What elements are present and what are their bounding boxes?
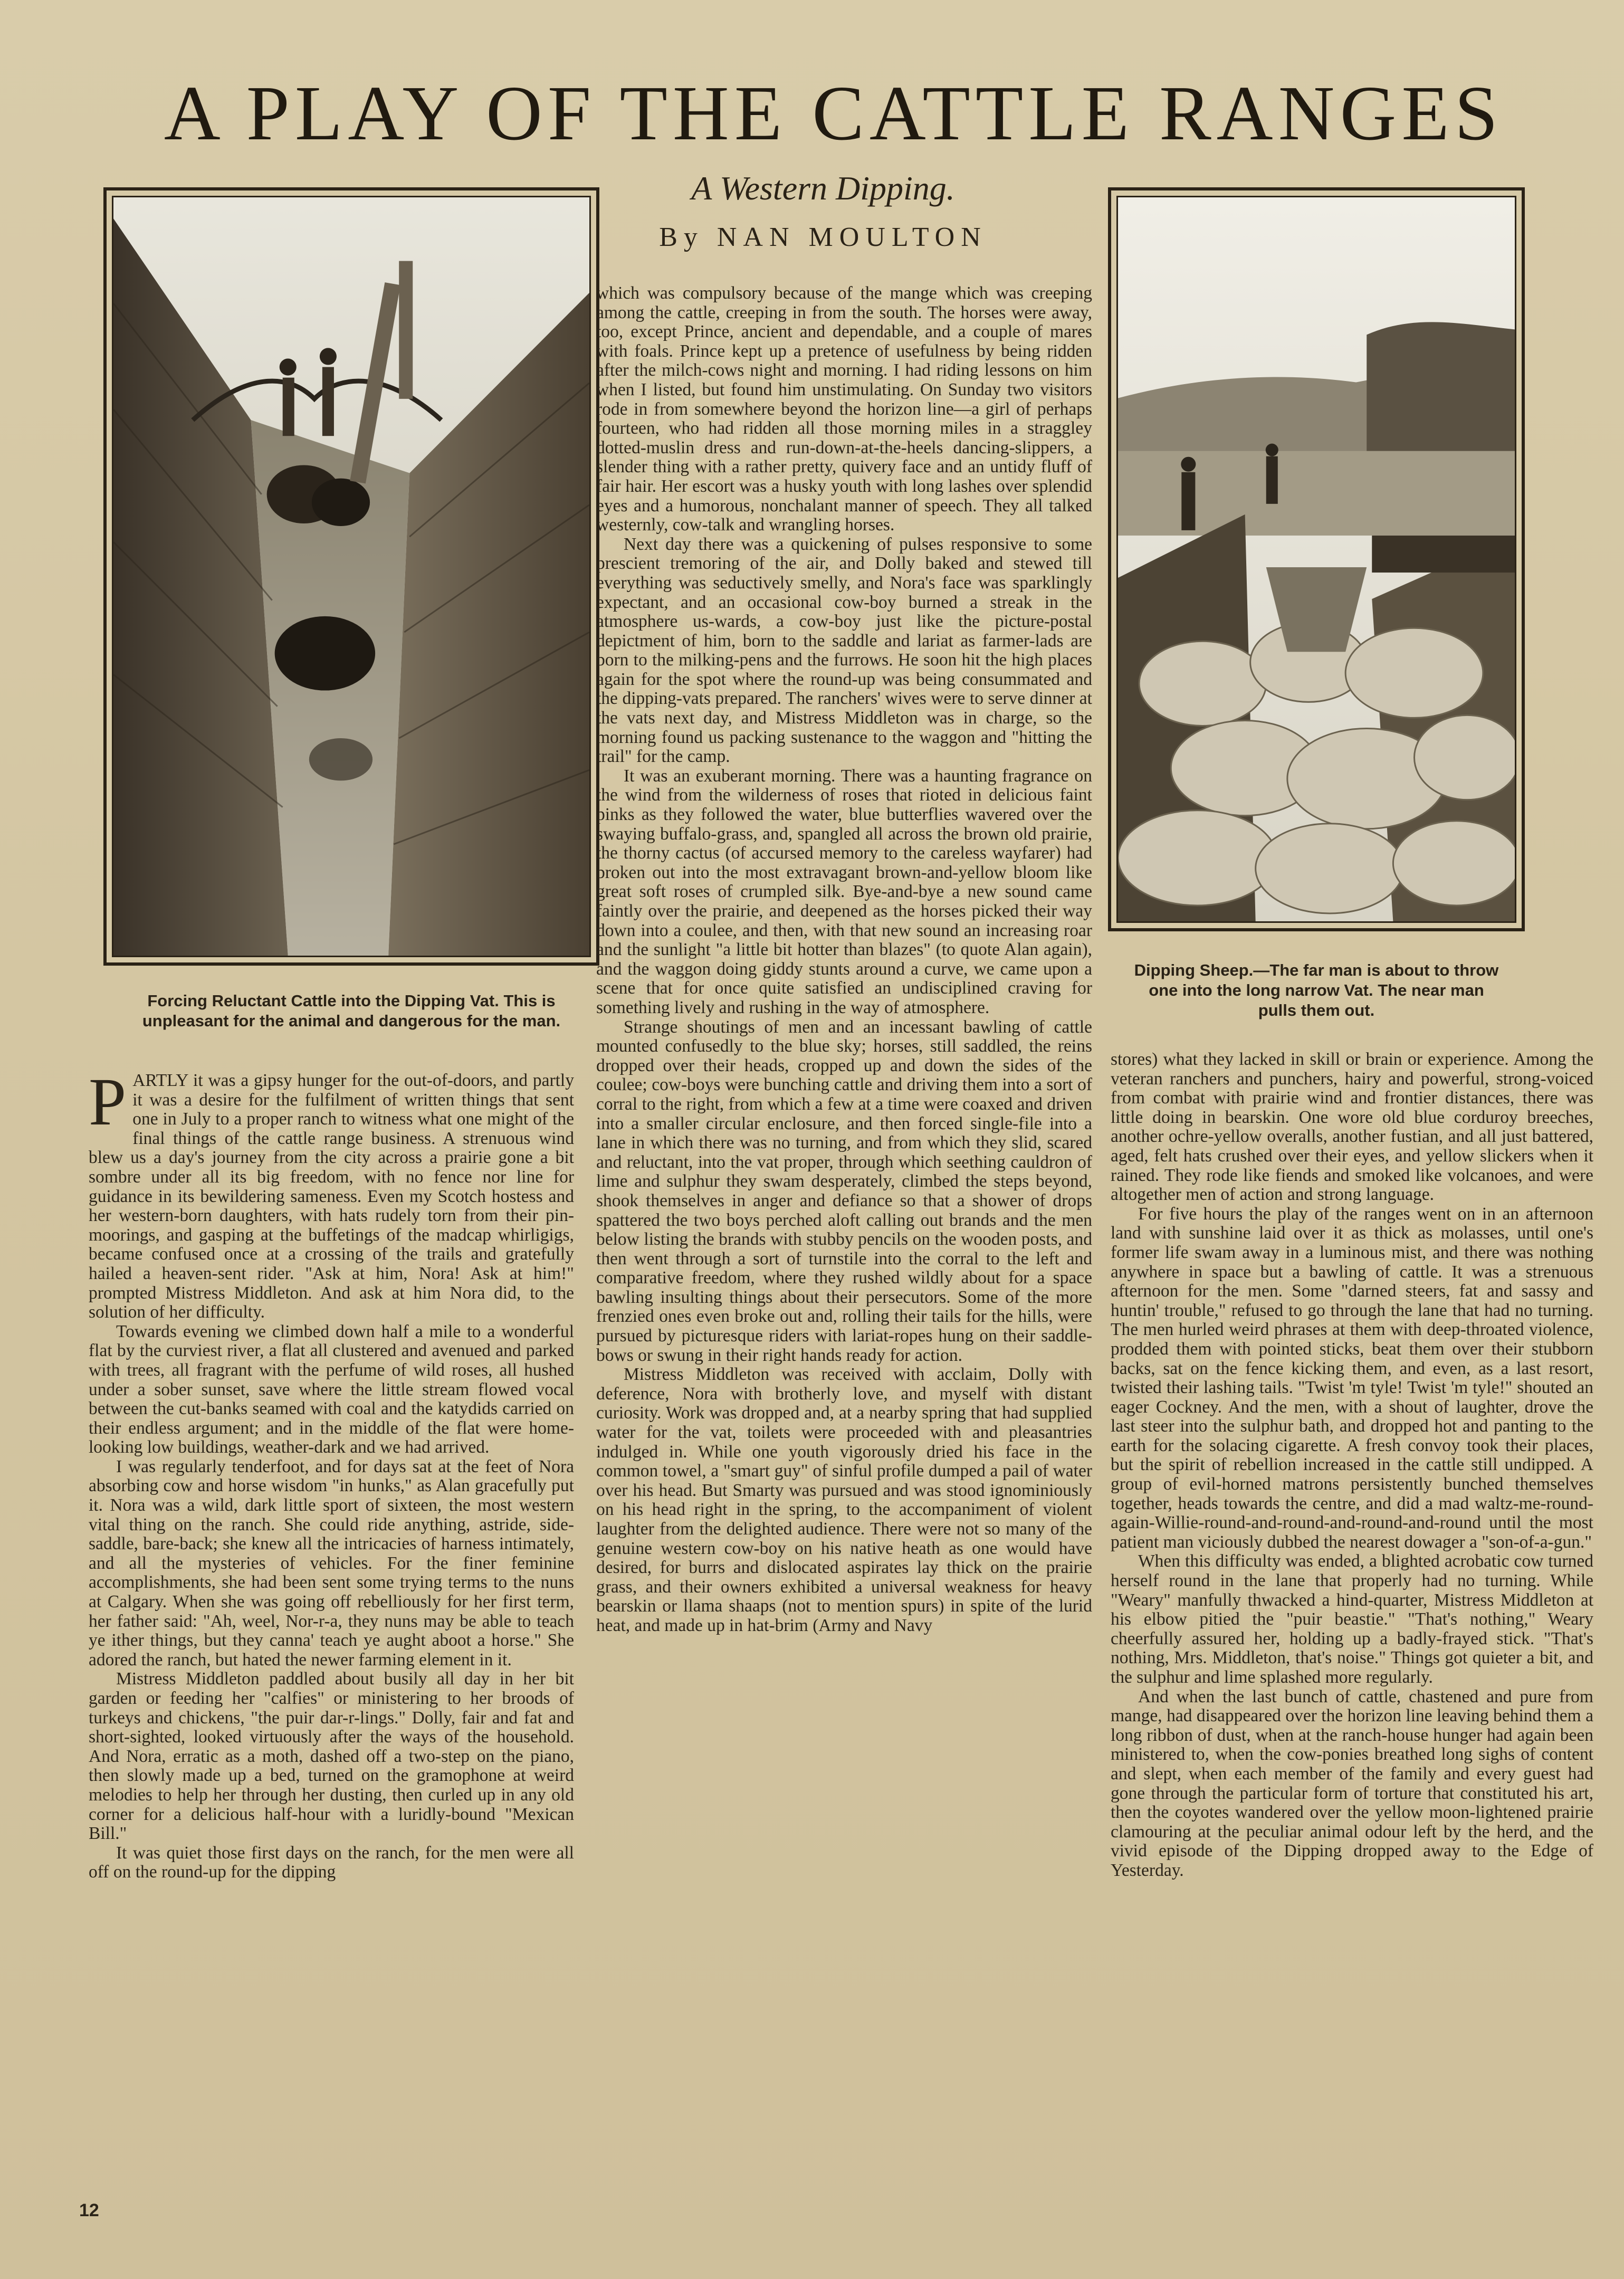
article-byline: By NAN MOULTON xyxy=(659,222,987,252)
photo-cattle-image xyxy=(112,196,591,957)
paragraph-left-2: Towards evening we climbed down half a mile to a wonderful flat by the curviest river, a flat all clustered and avenued and parked with trees, all fragrant with the perfume of wild roses, all hushed under a sober sunset, save where the little stream flowed vocal between the cut-banks seamed with coal and the katydids carried on their endless argument; and in the middle of the flat were home-looking low buildings, weather-dark and we had arrived. xyxy=(89,1321,574,1457)
article-subtitle: A Western Dipping. xyxy=(691,169,955,207)
article-title: A PLAY OF THE CATTLE RANGES xyxy=(164,70,1504,157)
paragraph-left-1 xyxy=(89,1064,574,1322)
page-number: 12 xyxy=(79,2200,99,2220)
caption-sheep-dipping: Dipping Sheep.—The far man is about to throw one into the long narrow Vat. The near man pulls them out. xyxy=(1134,961,1499,1019)
photo-sheep-dipping xyxy=(1108,187,1525,931)
paragraph-right-3: When this difficulty was ended, a blighted acrobatic cow turned herself round in the lane that properly had no turning. While "Weary" manfully thwacked a hind-quarter, Mistress Middleton at his elbow pitied the "puir beastie." "That's nothing," Weary cheerfully assured her, holding up a badly-frayed stick. "That's nothing, Mrs. Middleton, that's noise." Things got quieter a bit, and the sulphur and lime splashed more regularly. xyxy=(1111,1551,1593,1687)
drop-cap: P xyxy=(89,1064,127,1139)
paragraph-right-4: And when the last bunch of cattle, chastened and pure from mange, had disappeared over the horizon line leaving behind them a long ribbon of dust, when at the ranch-house hunger had again been ministered to, when the cow-ponies breathed long sighs of content and slept, when each member of the family and every guest had gone through the particular form of torture that constituted his art, then the coyotes wandered over the yellow moon-lightened prairie clamouring at the peculiar animal odour left by the herd, and the vivid episode of the Dipping dropped away to the Edge of Yesterday. xyxy=(1111,1686,1593,1880)
column-middle xyxy=(596,284,1092,1636)
column-right xyxy=(1111,1050,1593,1881)
photo-sheep-image xyxy=(1116,196,1516,923)
paragraph-left-3: I was regularly tenderfoot, and for days sat at the feet of Nora absorbing cow and horse wisdom "in hunks," as Alan gracefully put it. Nora was a wild, dark little sport of sixteen, the most western vital thing on the ranch. She could ride anything, astride, side-saddle, bare-back; she knew all the intricacies of harness intimately, and all the mysteries of vehicles. For the finer feminine accomplishments, she had been sent some trying terms to the nuns at Calgary. When she was going off rebelliously for her first term, her father said: "Ah, weel, Nor-r-a, they nuns may be able to teach ye ither things, but they canna' teach ye aught aboot a horse." She adored the ranch, but hated the newer farming element in it. xyxy=(89,1456,574,1670)
paragraph-right-1: stores) what they lacked in skill or brain or experience. Among the veteran ranchers and punchers, hairy and powerful, strong-voiced from combat with prairie wind and frontier distances, there was little doing in bearskin. One wore old blue corduroy breeches, another ochre-yellow overalls, another fustian, and all just battered, aged, felt hats crushed over their eyes, and yellow slickers when it rained. They rode like fiends and smoked like volcanoes, and were altogether men of action and strong language. xyxy=(1111,1050,1593,1205)
paragraph-left-1-text: ARTLY it was a gipsy hunger for the out-of-doors, and partly it was a desire for the fulfilment of written things that sent one in July to a proper ranch to witness what one might of the final things of the cattle range business. A strenuous wind blew us a day's journey from the city across a prairie gone a bit sombre under all its big freedom, with no fence nor line for guidance in its bewildering sameness. Even my Scotch hostess and her western-born daughters, with hats rudely torn from their pin-moorings, and gasping at the buffetings of the madcap whirligigs, became confused once at a crossing of the trails and gratefully hailed a heaven-sent rider. "Ask at him, Nora! Ask at him!" prompted Mistress Middleton. And ask at him Nora did, to the solution of her difficulty. xyxy=(89,1071,574,1322)
paragraph-middle-3: It was an exuberant morning. There was a haunting fragrance on the wind from the wilderness of roses that rioted in delicious faint pinks as they followed the water, blue butterflies wavered over the swaying buffalo-grass, and, spangled all across the brown old prairie, the thorny cactus (of accursed memory to the careless wayfarer) had broken out into the most extravagant brown-and-yellow bloom like great soft roses of crumpled silk. Bye-and-bye a new sound came faintly over the prairie, and deepened as the horses picked their way down into a coulee, and then, with that new sound an increasing roar and the sunlight "a little bit hotter than blazes" (to quote Alan again), and the waggon doing giddy stunts around a curve, we came upon a scene that for once quite satisfied an undisciplined craving for something lively and rushing in the way of atmosphere. xyxy=(596,766,1092,1017)
paragraph-left-5: It was quiet those first days on the ranch, for the men were all off on the round-up for the dipping xyxy=(89,1843,574,1882)
caption-cattle-vat: Forcing Reluctant Cattle into the Dipping Vat. This is unpleasant for the animal and dangerous for the man. xyxy=(142,991,561,1030)
paragraph-right-2: For five hours the play of the ranges went on in an afternoon land with sunshine laid over it as thick as molasses, until one's former life swam away in a luminous mist, and there was nothing anywhere in space but a bawling of cattle. It was a strenuous afternoon for the men. Some "darned steers, fat and sassy and huntin' trouble," refused to go through the lane that had no turning. The men hurled weird phrases at them with deep-throated violence, prodded them with pointed sticks, beat them over their stubborn backs, sat on the fence kicking them, and even, as a last resort, twisted their lashing tails. "Twist 'm tyle! Twist 'm tyle!" shouted an eager Cockney. And the men, with a shout of laughter, drove the last steer into the sulphur bath, and dropped hot and panting to the earth for the solacing cigarette. A fresh convoy took their places, but the spirit of rebellion increased in the cattle still undipped. A group of evil-horned matrons persistently bunched themselves together, heads towards the centre, and did a mad waltz-me-round-again-Willie-round-and-round-and-round-and-round until the most patient man viciously dubbed the nearest dowager a "son-of-a-gun." xyxy=(1111,1204,1593,1552)
column-left xyxy=(89,1064,574,1882)
paragraph-middle-1: which was compulsory because of the mange which was creeping among the cattle, creeping in from the south. The horses were away, too, except Prince, ancient and dependable, and a couple of mares with foals. Prince kept up a pretence of usefulness by being ridden after the milch-cows night and morning. I had riding lessons on him when I listed, but found him unstimulating. On Sunday two visitors rode in from somewhere beyond the horizon line—a girl of perhaps fourteen, who had ridden all those morning miles in a straggley dotted-muslin dress and run-down-at-the-heels dancing-slippers, a slender thing with a rather pretty, quivery face and an untidy fluff of fair hair. Her escort was a husky youth with long lashes over splendid eyes and a humorous, nonchalant manner of speech. They all talked westernly, cow-talk and wrangling horses. xyxy=(596,283,1092,535)
paragraph-left-4: Mistress Middleton paddled about busily all day in her bit garden or feeding her "calfies" or ministering to her broods of turkeys and chickens, "the puir dar-r-lings." Dolly, fair and fat and short-sighted, looked virtuously after the ways of the household. And Nora, erratic as a moth, dashed off a two-step on the piano, then slowly made up a bed, turned on the gramophone at weird melodies to help her through her dusting, then curled up in any old corner for a delicious half-hour with a luridly-bound "Mexican Bill." xyxy=(89,1669,574,1844)
paragraph-middle-5: Mistress Middleton was received with acclaim, Dolly with deference, Nora with brotherly love, and myself with distant curiosity. Work was dropped and, at a nearby spring that had supplied water for the vat, toilets were proceeded with and pleasantries indulged in. While one youth vigorously dried his face in the common towel, a "smart guy" of sinful profile dumped a pail of water over his head. But Smarty was pursued and was stood ignominiously on his head right in the spring, to the accompaniment of violent laughter from the delighted audience. There were not so many of the genuine western cow-boy on his native heath as one would have desired, for burrs and dislocated aspirates lay thick on the prairie grass, and their owners exhibited a universal weakness for heavy bearskin or llama shaaps (not to mention spurs) in spite of the lurid heat, and made up in hat-brim (Army and Navy xyxy=(596,1365,1092,1635)
paragraph-middle-4: Strange shoutings of men and an incessant bawling of cattle mounted confusedly to the blue sky; horses, still saddled, the reins dropped over their heads, cropped up and down the sides of the coulee; cow-boys were bunching cattle and driving them into a sort of corral to the right, from which a few at a time were coaxed and driven into a smaller circular enclosure, and then forced single-file into a lane in which there was no turning, and from which they slid, scared and reluctant, into the vat proper, through which seething cauldron of lime and sulphur they swam desperately, climbed the steps beyond, shook themselves in anger and defiance so that a shower of drops spattered the two boys perched aloft calling out brands and the men below listing the brands with stubby pencils on the wooden posts, and then went through a sort of turnstile into the corral to the left and comparative freedom, where they rushed wildly about for a space bawling insulting things about their persecutors. Some of the more frenzied ones even broke out and, rolling their tails for the hills, were pursued by picturesque riders with lariat-ropes hung on their saddle-bows or swung in their right hands ready for action. xyxy=(596,1017,1092,1365)
photo-cattle-vat xyxy=(103,187,599,966)
paragraph-middle-2: Next day there was a quickening of pulses responsive to some prescient tremoring of the air, and Dolly baked and stewed till everything was seductively smelly, and Nora's face was sparklingly expectant, and an occasional cow-boy burned a streak in the atmosphere us-wards, a cow-boy just like the picture-postal depictment of him, born to the saddle and lariat as farmer-lads are born to the milking-pens and the furrows. He soon hit the high places again for the spot where the round-up was being consummated and the dipping-vats prepared. The ranchers' wives were to serve dinner at the vats next day, and Mistress Middleton was in charge, so the morning found us packing sustenance to the waggon and "hitting the trail" for the camp. xyxy=(596,534,1092,767)
